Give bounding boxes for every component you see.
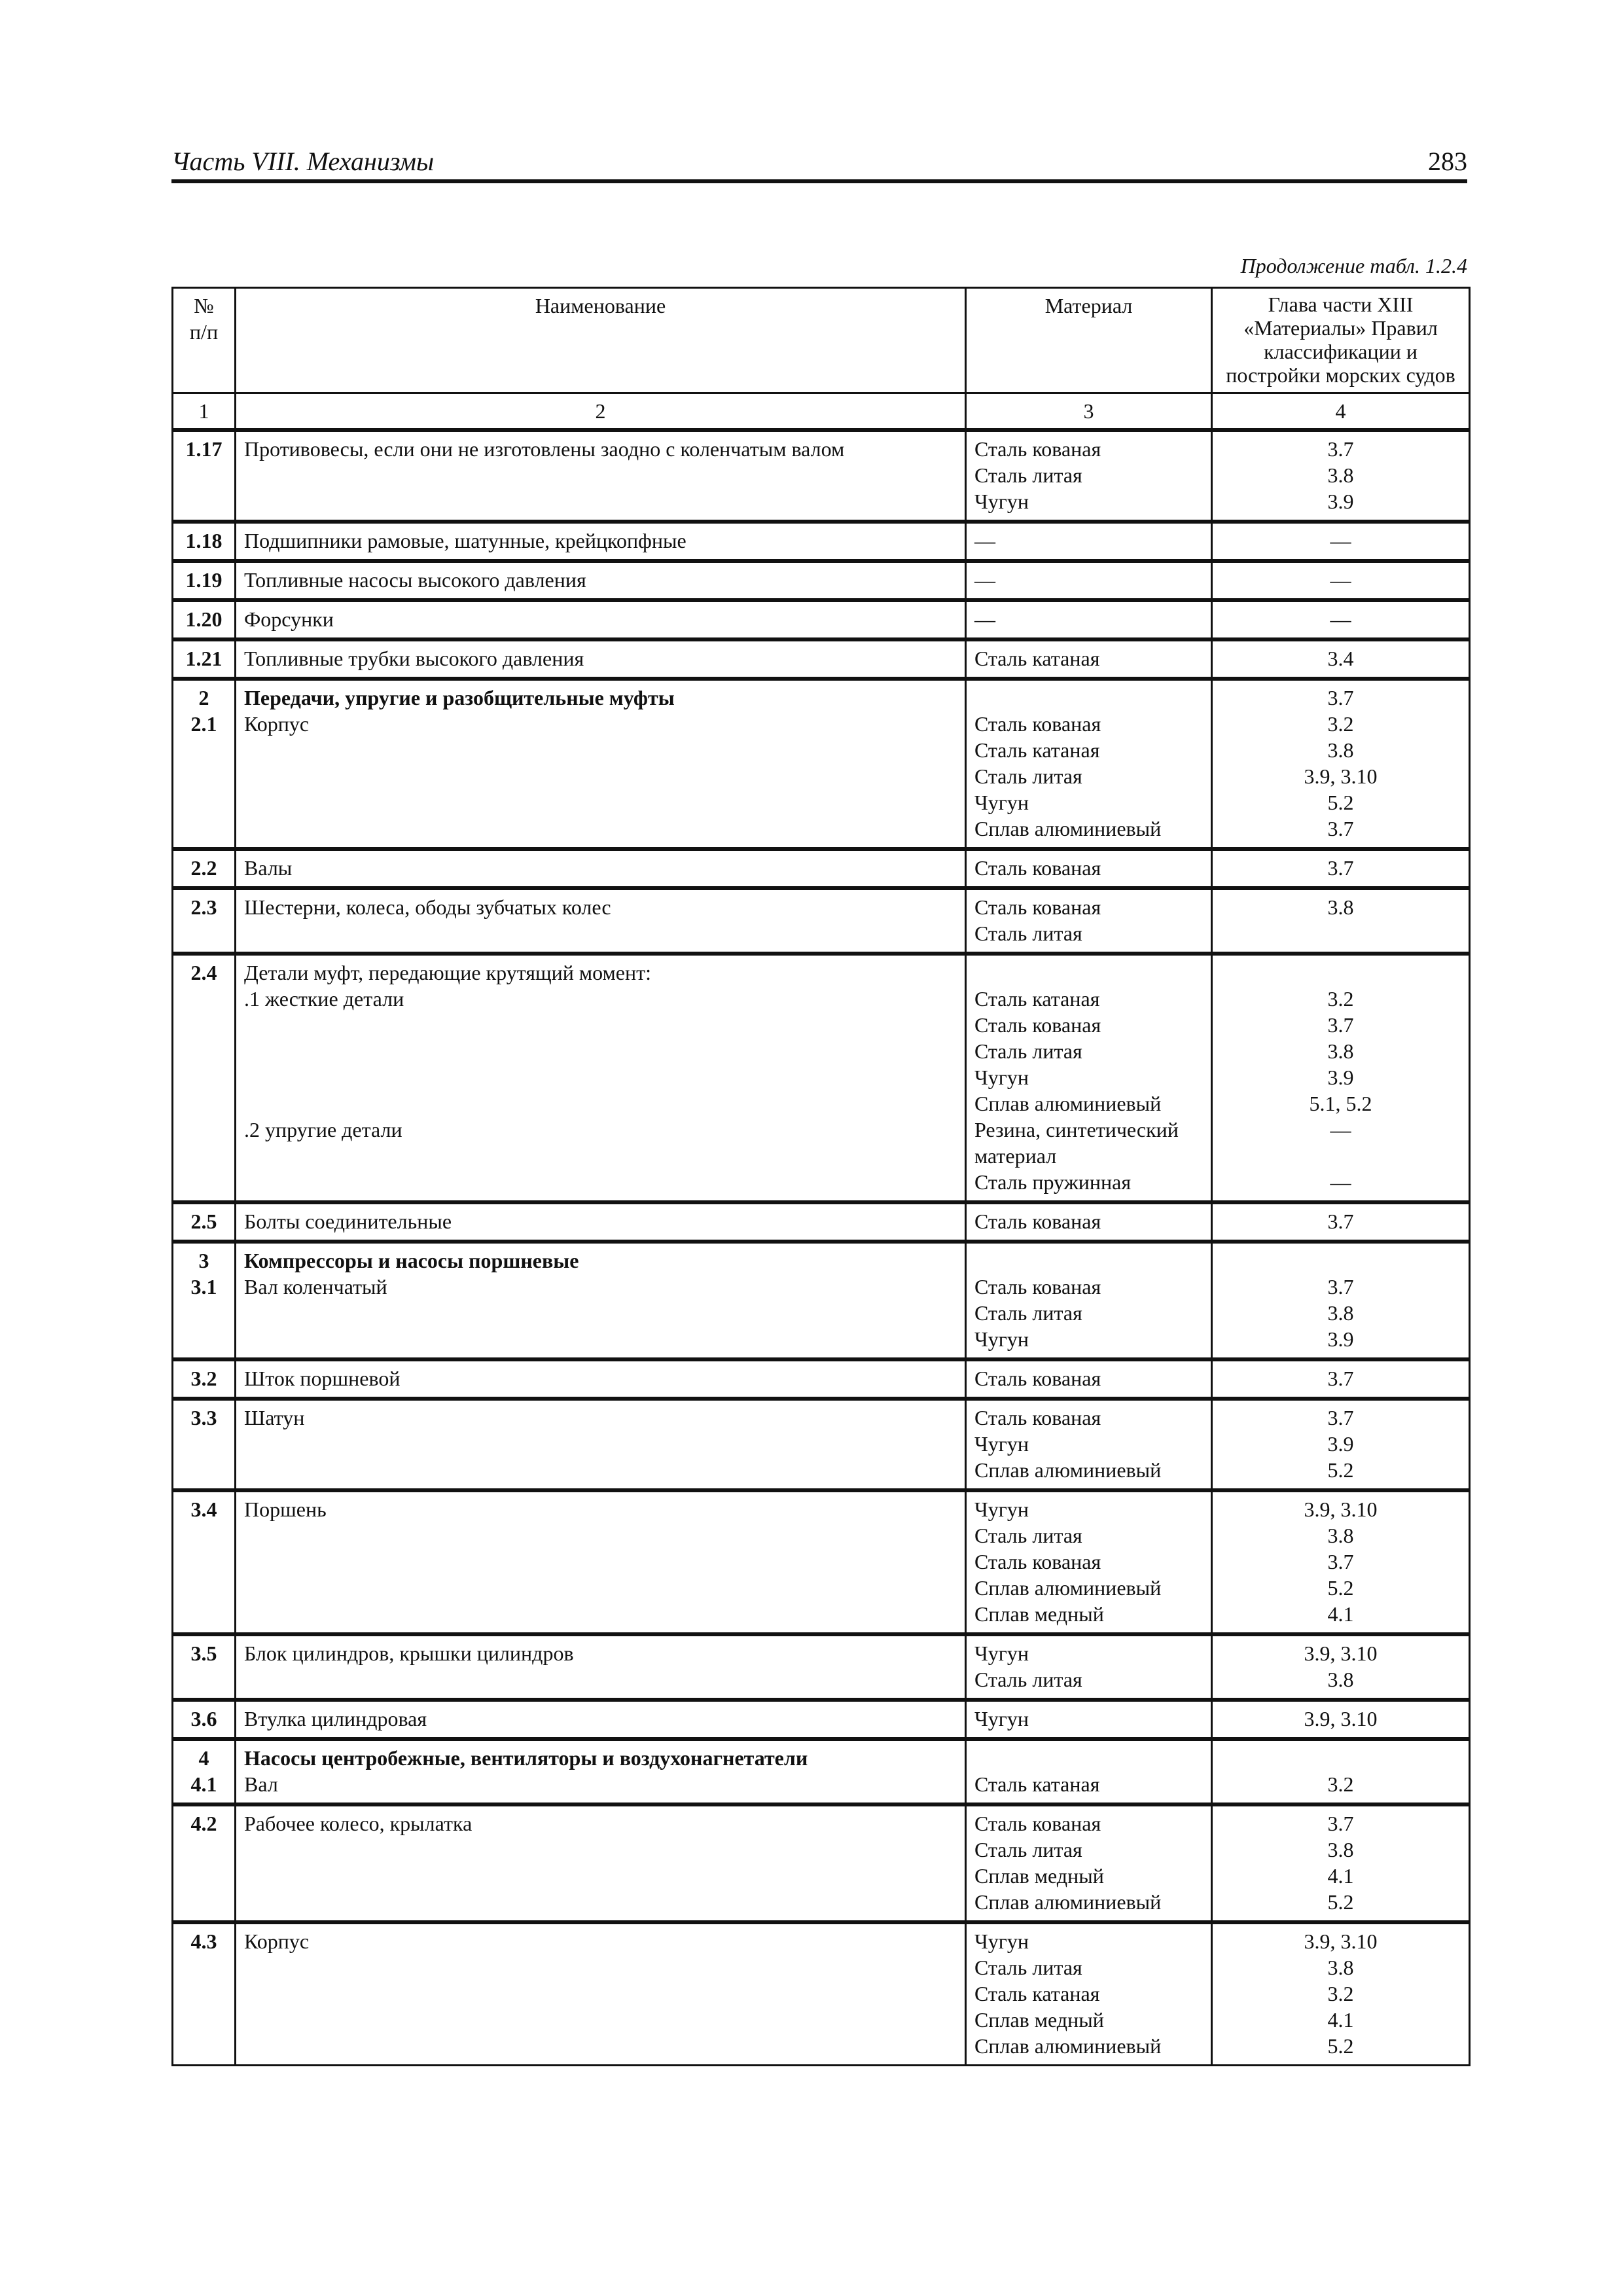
cell-line: Сталь катаная xyxy=(974,987,1100,1011)
cell-line: Сталь кованая xyxy=(974,856,1101,880)
row-material-cell xyxy=(966,1490,1212,1634)
row-material-cell xyxy=(966,954,1212,1202)
cell-line: Сталь катаная xyxy=(974,738,1100,762)
cell-line: Шток поршневой xyxy=(244,1367,401,1390)
cell-line: 3.2 xyxy=(1327,1982,1354,2005)
cell-line: Сталь кованая xyxy=(974,895,1101,919)
cell-line: — xyxy=(974,529,995,552)
column-number-row xyxy=(173,393,1470,431)
cell-line: 3.9, 3.10 xyxy=(1304,1707,1378,1731)
cell-line: 5.2 xyxy=(1327,791,1354,814)
cell-line: Сплав алюминиевый xyxy=(974,1576,1162,1600)
row-name-cell xyxy=(236,849,966,888)
cell-line: 3.8 xyxy=(1327,1524,1354,1547)
row-name-cell xyxy=(236,1399,966,1490)
cell-line: Детали муфт, передающие крутящий момент: xyxy=(244,961,651,984)
row-number-cell xyxy=(173,1739,236,1804)
row-material-cell xyxy=(966,1242,1212,1359)
table-row xyxy=(173,1242,1470,1359)
table-row xyxy=(173,1700,1470,1739)
cell-line: материал xyxy=(974,1144,1057,1168)
row-chapter-cell xyxy=(1212,561,1470,600)
cell-line: 3.4 xyxy=(1327,647,1354,670)
row-chapter-cell xyxy=(1212,1399,1470,1490)
row-number-cell xyxy=(173,679,236,849)
cell-line xyxy=(1221,1247,1461,1274)
cell-line: 2.5 xyxy=(190,1210,217,1233)
cell-line: Сталь литая xyxy=(974,764,1082,788)
row-chapter-cell xyxy=(1212,1634,1470,1700)
cell-line: 3.7 xyxy=(1327,817,1354,840)
row-name-cell xyxy=(236,679,966,849)
row-number-cell xyxy=(173,849,236,888)
row-chapter-cell xyxy=(1212,639,1470,679)
cell-line: Сталь литая xyxy=(974,1668,1082,1691)
row-chapter-cell xyxy=(1212,600,1470,639)
cell-line: Сталь катаная xyxy=(974,1982,1100,2005)
cell-line: 3.2 xyxy=(1327,712,1354,736)
row-material-cell xyxy=(966,1634,1212,1700)
column-number: 3 xyxy=(966,393,1212,431)
table-row xyxy=(173,888,1470,954)
cell-line: Сталь кованая xyxy=(974,1275,1101,1299)
table-row xyxy=(173,1490,1470,1634)
row-number-cell xyxy=(173,888,236,954)
cell-line: 3.7 xyxy=(1327,1406,1354,1429)
row-number-cell xyxy=(173,522,236,561)
row-material-cell xyxy=(966,522,1212,561)
row-number-cell xyxy=(173,1490,236,1634)
cell-line xyxy=(974,685,1203,711)
page-header xyxy=(171,143,1467,183)
row-name-cell xyxy=(236,1739,966,1804)
cell-line: Рабочее колесо, крылатка xyxy=(244,1812,473,1835)
cell-line: Шестерни, колеса, ободы зубчатых колес xyxy=(244,895,611,919)
cell-line: 3.8 xyxy=(1327,463,1354,487)
cell-line: 3.8 xyxy=(1327,1668,1354,1691)
cell-line: Поршень xyxy=(244,1498,327,1521)
cell-line: Сплав алюминиевый xyxy=(974,817,1162,840)
row-number-cell xyxy=(173,430,236,522)
cell-line: 3.8 xyxy=(1327,1301,1354,1325)
table-body xyxy=(173,430,1470,2066)
cell-line: Сталь литая xyxy=(974,1301,1082,1325)
header-name: Наименование xyxy=(236,288,966,393)
cell-line: 3.7 xyxy=(1327,1210,1354,1233)
cell-line: Болты соединительные xyxy=(244,1210,452,1233)
cell-line: Корпус xyxy=(244,712,310,736)
row-number-cell xyxy=(173,600,236,639)
cell-line: 1.17 xyxy=(185,437,223,461)
cell-line: Сплав медный xyxy=(974,2008,1104,2032)
cell-line: 3.5 xyxy=(190,1641,217,1665)
cell-line: Сплав алюминиевый xyxy=(974,1092,1162,1115)
cell-line: — xyxy=(1330,1170,1351,1194)
cell-line: Сталь кованая xyxy=(974,1367,1101,1390)
cell-line: Сталь литая xyxy=(974,463,1082,487)
cell-line: 3.4 xyxy=(190,1498,217,1521)
row-chapter-cell xyxy=(1212,1202,1470,1242)
cell-line xyxy=(244,1064,957,1090)
cell-line: 3.7 xyxy=(1327,1550,1354,1573)
cell-line: .1 жесткие детали xyxy=(244,987,404,1011)
cell-line: 1.18 xyxy=(185,529,223,552)
cell-line: Сталь катаная xyxy=(974,1772,1100,1796)
cell-line: Чугун xyxy=(974,1066,1029,1089)
cell-line: 3.8 xyxy=(1327,1039,1354,1063)
row-chapter-cell xyxy=(1212,1490,1470,1634)
row-chapter-cell xyxy=(1212,679,1470,849)
row-number-cell xyxy=(173,954,236,1202)
cell-line: Чугун xyxy=(974,1498,1029,1521)
cell-line: 2.4 xyxy=(190,961,217,984)
table-row xyxy=(173,1399,1470,1490)
cell-line: — xyxy=(974,607,995,631)
cell-line: Сталь катаная xyxy=(974,647,1100,670)
row-number-cell xyxy=(173,561,236,600)
cell-line: Сталь кованая xyxy=(974,712,1101,736)
table-row xyxy=(173,1634,1470,1700)
row-material-cell xyxy=(966,1739,1212,1804)
table-row xyxy=(173,679,1470,849)
cell-line: Форсунки xyxy=(244,607,334,631)
cell-line: 3.8 xyxy=(1327,1956,1354,1979)
cell-line: Чугун xyxy=(974,791,1029,814)
row-number-cell xyxy=(173,1242,236,1359)
cell-line: 3.2 xyxy=(190,1367,217,1390)
cell-line: — xyxy=(974,568,995,592)
table-row xyxy=(173,600,1470,639)
cell-line: 4.3 xyxy=(190,1929,217,1953)
cell-line: Противовесы, если они не изготовлены заодно с коленчатым валом xyxy=(244,437,845,461)
row-chapter-cell xyxy=(1212,1242,1470,1359)
row-material-cell xyxy=(966,600,1212,639)
row-chapter-cell xyxy=(1212,849,1470,888)
cell-line: Чугун xyxy=(974,1432,1029,1456)
row-name-cell xyxy=(236,1922,966,2066)
cell-line: Шатун xyxy=(244,1406,305,1429)
cell-line: 5.2 xyxy=(1327,1458,1354,1482)
table-row xyxy=(173,1922,1470,2066)
cell-line: Сталь литая xyxy=(974,1838,1082,1861)
row-name-cell xyxy=(236,600,966,639)
table-row xyxy=(173,561,1470,600)
cell-line: Передачи, упругие и разобщительные муфты xyxy=(244,686,675,709)
row-material-cell xyxy=(966,849,1212,888)
row-name-cell xyxy=(236,1804,966,1922)
cell-line: 3.8 xyxy=(1327,1838,1354,1861)
row-material-cell xyxy=(966,1804,1212,1922)
row-name-cell xyxy=(236,888,966,954)
cell-line: 3.7 xyxy=(1327,686,1354,709)
cell-line: 4.1 xyxy=(190,1772,217,1796)
table-row xyxy=(173,522,1470,561)
row-chapter-cell xyxy=(1212,1700,1470,1739)
cell-line: 3.9, 3.10 xyxy=(1304,764,1378,788)
row-number-cell xyxy=(173,1399,236,1490)
cell-line: Топливные трубки высокого давления xyxy=(244,647,584,670)
column-number: 2 xyxy=(236,393,966,431)
row-material-cell xyxy=(966,1700,1212,1739)
row-number-cell xyxy=(173,1922,236,2066)
cell-line: Чугун xyxy=(974,1641,1029,1665)
table-row xyxy=(173,1359,1470,1399)
cell-line xyxy=(1221,960,1461,986)
table-row xyxy=(173,1739,1470,1804)
cell-line: Насосы центробежные, вентиляторы и воздухонагнетатели xyxy=(244,1746,808,1770)
cell-line: 4 xyxy=(198,1746,209,1770)
row-number-cell xyxy=(173,1202,236,1242)
row-name-cell xyxy=(236,954,966,1202)
cell-line: 3.6 xyxy=(190,1707,217,1731)
cell-line xyxy=(974,960,1203,986)
cell-line: Корпус xyxy=(244,1929,310,1953)
row-material-cell xyxy=(966,639,1212,679)
cell-line: Сталь кованая xyxy=(974,1550,1101,1573)
cell-line: Чугун xyxy=(974,1929,1029,1953)
row-material-cell xyxy=(966,1359,1212,1399)
cell-line: — xyxy=(1330,607,1351,631)
row-number-cell xyxy=(173,1359,236,1399)
cell-line: 3.1 xyxy=(190,1275,217,1299)
cell-line: 3 xyxy=(198,1249,209,1272)
cell-line: 3.9, 3.10 xyxy=(1304,1641,1378,1665)
column-number: 1 xyxy=(173,393,236,431)
cell-line: Вал xyxy=(244,1772,278,1796)
table-row xyxy=(173,1202,1470,1242)
cell-line: 3.8 xyxy=(1327,895,1354,919)
cell-line: 5.2 xyxy=(1327,2034,1354,2058)
cell-line: Подшипники рамовые, шатунные, крейцкопфные xyxy=(244,529,687,552)
cell-line: 1.19 xyxy=(185,568,223,592)
cell-line: 3.7 xyxy=(1327,437,1354,461)
cell-line: 3.7 xyxy=(1327,1275,1354,1299)
row-material-cell xyxy=(966,561,1212,600)
cell-line: 2 xyxy=(198,686,209,709)
column-number: 4 xyxy=(1212,393,1470,431)
cell-line xyxy=(244,1012,957,1038)
cell-line: Сплав алюминиевый xyxy=(974,1890,1162,1914)
cell-line: 3.9, 3.10 xyxy=(1304,1929,1378,1953)
cell-line: 3.9 xyxy=(1327,1327,1354,1351)
cell-line: 4.2 xyxy=(190,1812,217,1835)
row-name-cell xyxy=(236,561,966,600)
cell-line xyxy=(974,1247,1203,1274)
table-row xyxy=(173,1804,1470,1922)
cell-line: Втулка цилиндровая xyxy=(244,1707,427,1731)
row-chapter-cell xyxy=(1212,430,1470,522)
cell-line: Сплав медный xyxy=(974,1602,1104,1626)
cell-line: 1.20 xyxy=(185,607,223,631)
table-row xyxy=(173,430,1470,522)
row-material-cell xyxy=(966,1399,1212,1490)
table-row xyxy=(173,639,1470,679)
cell-line: Сталь кованая xyxy=(974,437,1101,461)
cell-line: 2.1 xyxy=(190,712,217,736)
cell-line: 3.9 xyxy=(1327,1066,1354,1089)
cell-line: .2 упругие детали xyxy=(244,1118,402,1141)
cell-line: 4.1 xyxy=(1327,1864,1354,1888)
header-chapter: Глава части XIII «Материалы» Правил классификации и постройки морских судов xyxy=(1212,288,1470,393)
cell-line: Сталь кованая xyxy=(974,1812,1101,1835)
row-number-cell xyxy=(173,1804,236,1922)
cell-line: Вал коленчатый xyxy=(244,1275,387,1299)
cell-line: Сталь литая xyxy=(974,1039,1082,1063)
row-material-cell xyxy=(966,1922,1212,2066)
row-material-cell xyxy=(966,430,1212,522)
cell-line: 3.2 xyxy=(1327,1772,1354,1796)
header-number: № п/п xyxy=(173,288,236,393)
row-chapter-cell xyxy=(1212,1359,1470,1399)
table-row xyxy=(173,954,1470,1202)
cell-line: Блок цилиндров, крышки цилиндров xyxy=(244,1641,574,1665)
cell-line: 3.8 xyxy=(1327,738,1354,762)
page-number: 283 xyxy=(1428,147,1467,176)
cell-line: Сплав алюминиевый xyxy=(974,2034,1162,2058)
cell-line: 2.3 xyxy=(190,895,217,919)
cell-line: 3.7 xyxy=(1327,1367,1354,1390)
cell-line: 2.2 xyxy=(190,856,217,880)
cell-line: 4.1 xyxy=(1327,2008,1354,2032)
cell-line: Сталь литая xyxy=(974,1524,1082,1547)
cell-line: 3.9, 3.10 xyxy=(1304,1498,1378,1521)
table-caption: Продолжение табл. 1.2.4 xyxy=(1240,254,1467,278)
cell-line xyxy=(1221,1143,1461,1169)
cell-line: — xyxy=(1330,529,1351,552)
cell-line: Компрессоры и насосы поршневые xyxy=(244,1249,579,1272)
cell-line: 3.9 xyxy=(1327,490,1354,513)
row-chapter-cell xyxy=(1212,522,1470,561)
cell-line: Чугун xyxy=(974,490,1029,513)
row-number-cell xyxy=(173,1700,236,1739)
row-chapter-cell xyxy=(1212,1739,1470,1804)
row-chapter-cell xyxy=(1212,1922,1470,2066)
cell-line xyxy=(974,1745,1203,1771)
cell-line: 5.2 xyxy=(1327,1890,1354,1914)
row-number-cell xyxy=(173,1634,236,1700)
row-name-cell xyxy=(236,1202,966,1242)
row-chapter-cell xyxy=(1212,888,1470,954)
cell-line: Сплав медный xyxy=(974,1864,1104,1888)
row-name-cell xyxy=(236,1242,966,1359)
table-header-row xyxy=(173,288,1470,393)
row-name-cell xyxy=(236,430,966,522)
header-material: Материал xyxy=(966,288,1212,393)
row-name-cell xyxy=(236,1700,966,1739)
cell-line: Сталь пружинная xyxy=(974,1170,1132,1194)
cell-line: Топливные насосы высокого давления xyxy=(244,568,586,592)
cell-line: 1.21 xyxy=(185,647,223,670)
cell-line: — xyxy=(1330,568,1351,592)
cell-line: Сталь кованая xyxy=(974,1210,1101,1233)
cell-line: 5.2 xyxy=(1327,1576,1354,1600)
cell-line: Сталь литая xyxy=(974,1956,1082,1979)
row-material-cell xyxy=(966,1202,1212,1242)
cell-line: Валы xyxy=(244,856,293,880)
row-name-cell xyxy=(236,1359,966,1399)
cell-line: Чугун xyxy=(974,1327,1029,1351)
cell-line xyxy=(244,1038,957,1064)
row-number-cell xyxy=(173,639,236,679)
row-chapter-cell xyxy=(1212,1804,1470,1922)
cell-line: 3.9 xyxy=(1327,1432,1354,1456)
cell-line xyxy=(244,1090,957,1117)
row-name-cell xyxy=(236,1634,966,1700)
cell-line: 4.1 xyxy=(1327,1602,1354,1626)
row-material-cell xyxy=(966,679,1212,849)
cell-line: 3.2 xyxy=(1327,987,1354,1011)
cell-line: Сталь кованая xyxy=(974,1406,1101,1429)
cell-line: 3.7 xyxy=(1327,856,1354,880)
cell-line: — xyxy=(1330,1118,1351,1141)
cell-line: 3.7 xyxy=(1327,1013,1354,1037)
cell-line: 5.1, 5.2 xyxy=(1309,1092,1372,1115)
table-row xyxy=(173,849,1470,888)
cell-line xyxy=(1221,1745,1461,1771)
row-chapter-cell xyxy=(1212,954,1470,1202)
cell-line: Резина, синтетический xyxy=(974,1118,1179,1141)
cell-line: 3.3 xyxy=(190,1406,217,1429)
cell-line: 3.7 xyxy=(1327,1812,1354,1835)
row-name-cell xyxy=(236,522,966,561)
running-title: Часть VIII. Механизмы xyxy=(171,147,435,176)
cell-line: Сталь литая xyxy=(974,922,1082,945)
row-name-cell xyxy=(236,1490,966,1634)
materials-table xyxy=(171,287,1471,2066)
row-material-cell xyxy=(966,888,1212,954)
cell-line: Чугун xyxy=(974,1707,1029,1731)
cell-line: Сплав алюминиевый xyxy=(974,1458,1162,1482)
cell-line: Сталь кованая xyxy=(974,1013,1101,1037)
row-name-cell xyxy=(236,639,966,679)
